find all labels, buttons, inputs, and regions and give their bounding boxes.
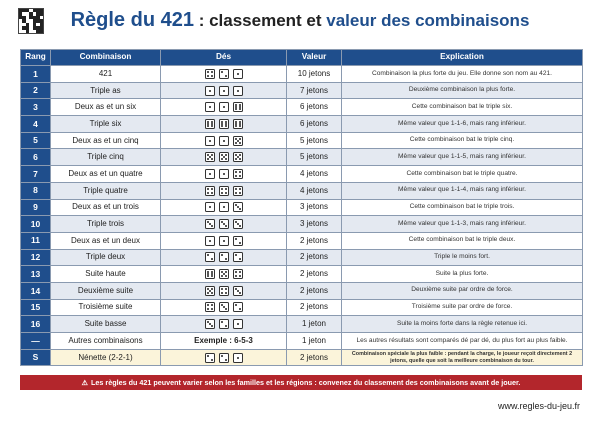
table-row <box>21 66 583 83</box>
table-header-row <box>21 50 583 66</box>
die-icon <box>233 86 243 96</box>
row-rank: 3 <box>21 99 51 116</box>
warning-banner <box>20 375 582 390</box>
table-row <box>21 299 583 316</box>
die-icon <box>233 119 243 129</box>
row-combination: Suite haute <box>51 266 161 283</box>
row-value: 6 jetons <box>287 116 342 133</box>
row-value: 7 jetons <box>287 82 342 99</box>
die-icon <box>205 86 215 96</box>
row-rank: — <box>21 333 51 350</box>
table-row <box>21 333 583 350</box>
table-row <box>21 116 583 133</box>
die-icon <box>219 252 229 262</box>
row-explanation: Suite la moins forte dans la règle retenue ici. <box>342 316 583 333</box>
header-value: Valeur <box>287 50 342 66</box>
row-dice <box>161 249 287 266</box>
row-rank: 11 <box>21 232 51 249</box>
row-combination: Autres combinaisons <box>51 333 161 350</box>
row-value: 5 jetons <box>287 149 342 166</box>
row-rank: S <box>21 349 51 366</box>
title-part-rule: Règle du 421 <box>70 9 194 31</box>
row-combination: Deuxième suite <box>51 282 161 299</box>
row-dice <box>161 82 287 99</box>
die-icon <box>219 286 229 296</box>
row-value: 2 jetons <box>287 299 342 316</box>
row-combination: Triple as <box>51 82 161 99</box>
row-rank: 4 <box>21 116 51 133</box>
row-explanation: Même valeur que 1-1-6, mais rang inférieur. <box>342 116 583 133</box>
page-title <box>0 9 600 32</box>
row-explanation: Même valeur que 1-1-4, mais rang inférieur. <box>342 182 583 199</box>
table-row <box>21 249 583 266</box>
row-combination: Deux as et un cinq <box>51 132 161 149</box>
title-part-subject: valeur des combinaisons <box>326 11 530 30</box>
row-rank: 2 <box>21 82 51 99</box>
row-dice <box>161 99 287 116</box>
row-dice-example: Exemple : 6-5-3 <box>161 333 287 350</box>
row-dice <box>161 316 287 333</box>
die-icon <box>219 319 229 329</box>
row-dice <box>161 149 287 166</box>
die-icon <box>205 69 215 79</box>
row-value: 3 jetons <box>287 199 342 216</box>
die-icon <box>219 69 229 79</box>
row-explanation: Troisième suite par ordre de force. <box>342 299 583 316</box>
row-rank: 15 <box>21 299 51 316</box>
row-rank: 6 <box>21 149 51 166</box>
die-icon <box>205 252 215 262</box>
table-row <box>21 316 583 333</box>
row-rank: 5 <box>21 132 51 149</box>
row-rank: 9 <box>21 199 51 216</box>
table-row <box>21 349 583 366</box>
row-value: 4 jetons <box>287 182 342 199</box>
row-dice <box>161 349 287 366</box>
row-explanation: Deuxième combinaison la plus forte. <box>342 82 583 99</box>
row-explanation: Les autres résultats sont comparés dé par dé, du plus fort au plus faible. <box>342 333 583 350</box>
row-dice <box>161 282 287 299</box>
header-rank: Rang <box>21 50 51 66</box>
die-icon <box>205 302 215 312</box>
table-row <box>21 216 583 233</box>
die-icon <box>233 252 243 262</box>
table-row <box>21 149 583 166</box>
die-icon <box>233 319 243 329</box>
row-explanation: Cette combinaison bat le triple cinq. <box>342 132 583 149</box>
table-row <box>21 99 583 116</box>
die-icon <box>219 236 229 246</box>
die-icon <box>219 186 229 196</box>
row-explanation: Triple le moins fort. <box>342 249 583 266</box>
row-rank: 13 <box>21 266 51 283</box>
row-explanation: Deuxième suite par ordre de force. <box>342 282 583 299</box>
row-rank: 7 <box>21 166 51 183</box>
table-row <box>21 166 583 183</box>
row-value: 10 jetons <box>287 66 342 83</box>
die-icon <box>233 302 243 312</box>
row-value: 4 jetons <box>287 166 342 183</box>
row-combination: Triple deux <box>51 249 161 266</box>
row-combination: Nénette (2-2-1) <box>51 349 161 366</box>
row-dice <box>161 299 287 316</box>
table-row <box>21 82 583 99</box>
row-combination: 421 <box>51 66 161 83</box>
title-part-separator: : classement et <box>193 11 327 30</box>
row-value: 1 jeton <box>287 333 342 350</box>
row-combination: Triple quatre <box>51 182 161 199</box>
die-icon <box>219 102 229 112</box>
row-explanation: Combinaison spéciale la plus faible : pendant la charge, le joueur reçoit directement 2 jetons, quelle que soit la meilleure combinaison du tour. <box>342 349 583 366</box>
die-icon <box>219 169 229 179</box>
row-explanation: Cette combinaison bat le triple six. <box>342 99 583 116</box>
die-icon <box>205 136 215 146</box>
table-row <box>21 132 583 149</box>
row-combination: Deux as et un quatre <box>51 166 161 183</box>
header-combination: Combinaison <box>51 50 161 66</box>
row-dice <box>161 166 287 183</box>
table-body <box>21 66 583 366</box>
row-combination: Triple cinq <box>51 149 161 166</box>
table-row <box>21 282 583 299</box>
row-explanation: Même valeur que 1-1-3, mais rang inférieur. <box>342 216 583 233</box>
row-dice <box>161 266 287 283</box>
die-icon <box>233 353 243 363</box>
die-icon <box>205 102 215 112</box>
row-rank: 14 <box>21 282 51 299</box>
header-explanation: Explication <box>342 50 583 66</box>
row-rank: 12 <box>21 249 51 266</box>
die-icon <box>233 136 243 146</box>
row-explanation: Cette combinaison bat le triple deux. <box>342 232 583 249</box>
row-explanation: Suite la plus forte. <box>342 266 583 283</box>
die-icon <box>233 236 243 246</box>
die-icon <box>205 219 215 229</box>
die-icon <box>205 319 215 329</box>
warning-text: Les règles du 421 peuvent varier selon les familles et les régions : convenez du classement des combinaisons avant de jouer. <box>91 378 521 387</box>
row-value: 2 jetons <box>287 232 342 249</box>
website-link[interactable]: www.regles-du-jeu.fr <box>497 401 580 411</box>
row-rank: 10 <box>21 216 51 233</box>
row-dice <box>161 216 287 233</box>
warning-icon: ⚠ <box>81 378 89 387</box>
row-value: 2 jetons <box>287 282 342 299</box>
die-icon <box>219 86 229 96</box>
die-icon <box>233 269 243 279</box>
table-row <box>21 266 583 283</box>
die-icon <box>205 353 215 363</box>
die-icon <box>233 286 243 296</box>
row-explanation: Combinaison la plus forte du jeu. Elle donne son nom au 421. <box>342 66 583 83</box>
die-icon <box>205 286 215 296</box>
die-icon <box>205 186 215 196</box>
row-rank: 1 <box>21 66 51 83</box>
combinations-table <box>20 49 583 366</box>
row-combination: Triple trois <box>51 216 161 233</box>
die-icon <box>233 102 243 112</box>
die-icon <box>205 269 215 279</box>
row-value: 2 jetons <box>287 349 342 366</box>
die-icon <box>219 136 229 146</box>
row-dice <box>161 66 287 83</box>
row-value: 5 jetons <box>287 132 342 149</box>
die-icon <box>205 202 215 212</box>
die-icon <box>219 353 229 363</box>
row-explanation: Cette combinaison bat le triple quatre. <box>342 166 583 183</box>
die-icon <box>205 169 215 179</box>
die-icon <box>233 152 243 162</box>
die-icon <box>205 236 215 246</box>
row-combination: Deux as et un trois <box>51 199 161 216</box>
die-icon <box>219 219 229 229</box>
row-rank: 8 <box>21 182 51 199</box>
row-dice <box>161 232 287 249</box>
row-dice <box>161 116 287 133</box>
row-combination: Deux as et un deux <box>51 232 161 249</box>
die-icon <box>219 119 229 129</box>
row-dice <box>161 199 287 216</box>
die-icon <box>205 152 215 162</box>
row-combination: Deux as et un six <box>51 99 161 116</box>
die-icon <box>205 119 215 129</box>
die-icon <box>219 269 229 279</box>
row-explanation: Même valeur que 1-1-5, mais rang inférieur. <box>342 149 583 166</box>
die-icon <box>233 186 243 196</box>
row-value: 2 jetons <box>287 266 342 283</box>
row-value: 6 jetons <box>287 99 342 116</box>
die-icon <box>219 152 229 162</box>
die-icon <box>233 202 243 212</box>
table-row <box>21 232 583 249</box>
row-combination: Triple six <box>51 116 161 133</box>
row-value: 2 jetons <box>287 249 342 266</box>
row-combination: Troisième suite <box>51 299 161 316</box>
row-combination: Suite basse <box>51 316 161 333</box>
header-dice: Dés <box>161 50 287 66</box>
die-icon <box>233 169 243 179</box>
row-value: 1 jeton <box>287 316 342 333</box>
die-icon <box>233 69 243 79</box>
table-row <box>21 199 583 216</box>
table-row <box>21 182 583 199</box>
die-icon <box>219 202 229 212</box>
row-value: 3 jetons <box>287 216 342 233</box>
die-icon <box>219 302 229 312</box>
row-dice <box>161 132 287 149</box>
row-rank: 16 <box>21 316 51 333</box>
row-dice <box>161 182 287 199</box>
die-icon <box>233 219 243 229</box>
row-explanation: Cette combinaison bat le triple trois. <box>342 199 583 216</box>
